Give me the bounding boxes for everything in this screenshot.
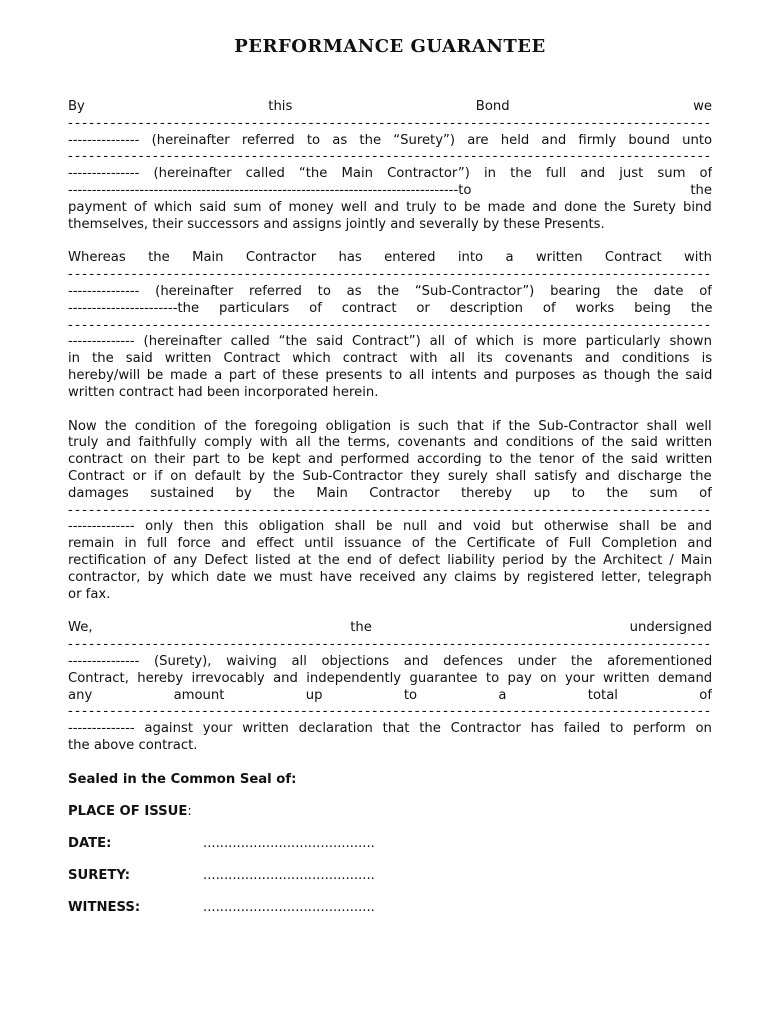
- text-line: in the said written Contract which contract with all its covenants and conditions is: [68, 351, 712, 367]
- blank-line: -------------------------------------------------------------------------------------------: [68, 267, 712, 283]
- surety-row: [68, 868, 712, 883]
- text-line: --------------- (hereinafter called “the Main Contractor”) in the full and just sum of: [68, 166, 712, 182]
- word: amount: [173, 687, 225, 703]
- word: sustained: [150, 485, 215, 501]
- text-line: remain in full force and effect until issuance of the Certificate of Full Completion and: [68, 536, 712, 552]
- place-of-issue: PLACE OF ISSUE:: [68, 803, 192, 819]
- word: sum: [649, 485, 678, 501]
- word: has: [338, 250, 362, 266]
- text-line: Contract, hereby irrevocably and independently guarantee to pay on your written demand: [68, 670, 712, 686]
- text-line: [68, 250, 712, 267]
- word: up: [533, 485, 551, 501]
- text-line: truly and faithfully comply with all the terms, covenants and conditions of the said written: [68, 435, 712, 451]
- word: written: [535, 250, 583, 266]
- text-line: written contract had been incorporated herein.: [68, 384, 379, 400]
- text-line: Contract or if on default by the Sub-Contractor they surely shall satisfy and discharge the: [68, 468, 712, 484]
- text-line: contract on their part to be kept and performed according to the tenor of the said written: [68, 452, 712, 468]
- text-line: -------------- only then this obligation shall be null and void but otherwise shall be and: [68, 519, 712, 535]
- blank-line: -------------------------------------------------------------------------------------------: [68, 704, 712, 720]
- document-title: PERFORMANCE GUARANTEE: [234, 36, 546, 57]
- paragraph-whereas: [68, 250, 712, 401]
- word: a: [505, 250, 514, 266]
- blank-line: -------------------------------------------------------------------------------------------: [68, 637, 712, 653]
- word: with: [684, 250, 712, 266]
- text-line: [68, 486, 712, 503]
- word: Main: [316, 485, 348, 501]
- word: to: [403, 687, 418, 703]
- word: damages: [68, 485, 129, 501]
- text-line: --------------- (hereinafter referred to as the “Sub-Contractor”) bearing the date of: [68, 283, 712, 299]
- text-line: -----------------------the particulars of contract or description of works being the: [68, 300, 712, 316]
- witness-label: WITNESS:: [68, 899, 141, 915]
- text-line: payment of which said sum of money well and truly to be made and done the Surety bind: [68, 199, 712, 215]
- date-row: [68, 836, 712, 851]
- text-line: -------------- against your written declaration that the Contractor has failed to perform on: [68, 721, 712, 737]
- text-line: contractor, by which date we must have received any claims by registered letter, telegraph: [68, 569, 712, 585]
- word: Main: [192, 250, 224, 266]
- date-blank[interactable]: .........................................: [203, 835, 375, 851]
- word: of: [699, 485, 712, 501]
- word: into: [457, 250, 484, 266]
- text-line: hereby/will be made a part of these presents to all intents and purposes as though the said: [68, 367, 712, 383]
- text-line: We, the undersigned: [68, 620, 712, 636]
- word: of: [699, 687, 712, 703]
- text-line: --------------- (Surety), waiving all objections and defences under the aforementioned: [68, 653, 712, 669]
- word: by: [235, 485, 252, 501]
- sealed-label: Sealed in the Common Seal of:: [68, 771, 297, 787]
- word: entered: [384, 250, 436, 266]
- text-line: --------------- (hereinafter referred to as the “Surety”) are held and firmly bound unto: [68, 132, 712, 148]
- word: a: [498, 687, 507, 703]
- paragraph-condition: [68, 419, 712, 604]
- text-line: Now the condition of the foregoing obligation is such that if the Sub-Contractor shall well: [68, 418, 712, 434]
- word: Contractor: [245, 250, 317, 266]
- text-line: [68, 688, 712, 705]
- date-label: DATE:: [68, 835, 112, 851]
- text-line: By this Bond we: [68, 99, 712, 114]
- text-line: -------------- (hereinafter called “the said Contract”) all of which is more particularly shown: [68, 334, 712, 350]
- word: Contractor: [369, 485, 440, 501]
- word: up: [305, 687, 323, 703]
- paragraph-bond: [68, 99, 712, 233]
- blank-line: -------------------------------------------------------------------------------------------: [68, 115, 712, 131]
- place-of-issue-label: PLACE OF ISSUE: [68, 803, 188, 819]
- word: total: [587, 687, 618, 703]
- surety-label: SURETY:: [68, 867, 131, 883]
- surety-blank[interactable]: .........................................: [203, 867, 375, 883]
- blank-line: -------------------------------------------------------------------------------------------: [68, 502, 712, 518]
- word: the: [606, 485, 629, 501]
- text-line: rectification of any Defect listed at the end of defect liability period by the Architect / Main: [68, 552, 712, 568]
- witness-blank[interactable]: .........................................: [203, 899, 375, 915]
- blank-line: -------------------------------------------------------------------------------------------: [68, 317, 712, 333]
- text-line: ----------------------------------------------------------------------------------to the: [68, 182, 712, 198]
- text-line: the above contract.: [68, 737, 198, 753]
- word: the: [148, 250, 170, 266]
- word: thereby: [460, 485, 513, 501]
- text-line: themselves, their successors and assigns jointly and severally by these Presents.: [68, 216, 605, 232]
- paragraph-undersigned: [68, 620, 712, 754]
- word: Contract: [604, 250, 662, 266]
- word: Whereas: [68, 250, 126, 266]
- word: the: [273, 485, 295, 501]
- text-line: or fax.: [68, 586, 111, 602]
- word: any: [68, 687, 93, 703]
- word: to: [571, 485, 585, 501]
- witness-row: [68, 900, 712, 915]
- blank-line: -------------------------------------------------------------------------------------------: [68, 149, 712, 165]
